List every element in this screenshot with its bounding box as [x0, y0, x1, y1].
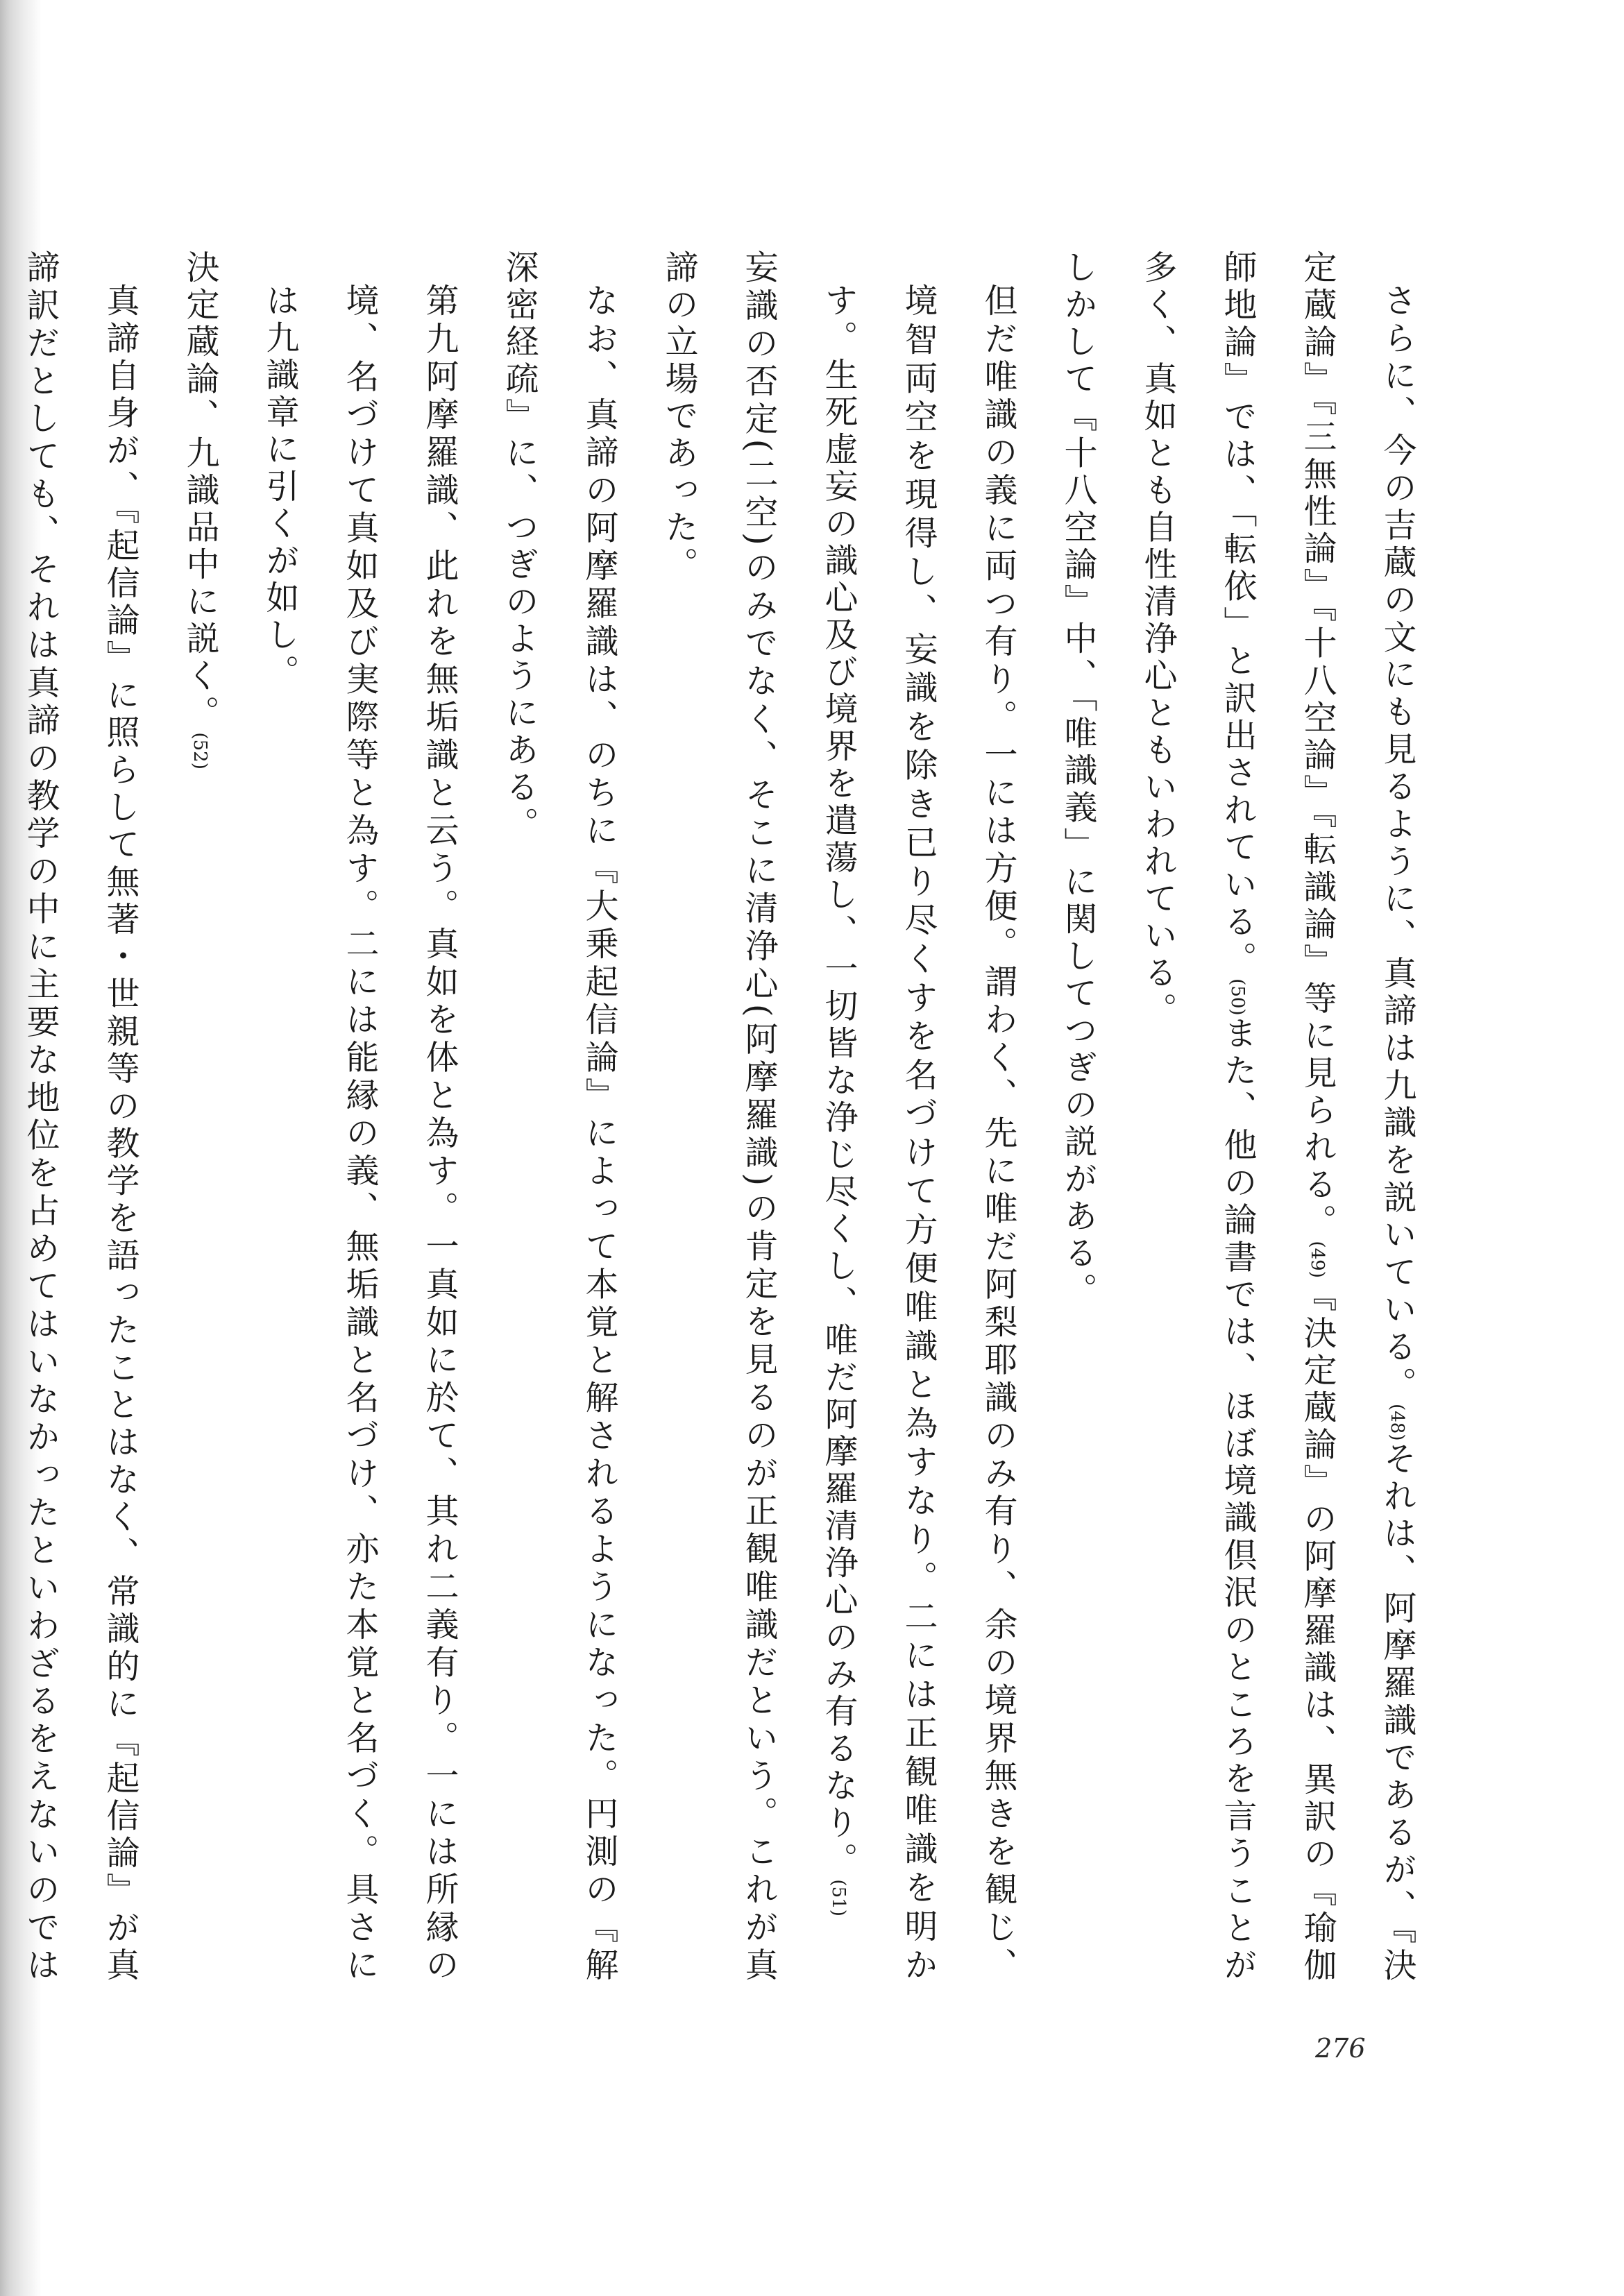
footnote-51: (51) [828, 1879, 849, 1916]
paragraph-3-text: 妄識の否定(二空)のみでなく、そこに清浄心(阿摩羅識)の肯定を見るのが正観唯識だという。これが真諦の立場であった。 [659, 250, 778, 1985]
paragraph-4 [479, 250, 638, 1984]
quote-shibaryu-ron-text: 但だ唯識の義に両つ有り。一には方便。謂わく、先に唯だ阿梨耶識のみ有り、余の境界無きを観じ、境智両空を現得し、妄識を除き已り尽くすを名づけて方便唯識と為すなり。二には正観唯識を明かす。生死虚妄の識心及び境界を遣蕩し、一切皆な浄じ尽くし、唯だ阿摩羅清浄心のみ有るなり。 [819, 283, 1017, 1984]
paragraph-2-intro [1038, 250, 1117, 1984]
quote-enjiki-line-1-text: 第九阿摩羅識、此れを無垢識と云う。真如を体と為す。一真如に於て、其れ二義有り。一には所縁の境、名づけて真如及び実際等と為す。二には能縁の義、無垢識と名づけ、亦た本覚と名づく。具さには九識章に引くが如し。 [260, 283, 459, 1984]
paragraph-4-text: なお、真諦の阿摩羅識は、のちに『大乗起信論』によって本覚と解されるようになった。円測の『解深密経疏』に、つぎのようにある。 [500, 250, 618, 1984]
paragraph-1 [1117, 250, 1437, 1984]
footnote-48: (48) [1387, 1404, 1407, 1441]
paragraph-3 [638, 250, 798, 1984]
paragraph-1-sentence-4: また、他の論書では、ほぼ境識倶泯のところを言うことが多く、真如とも自性清浄心ともいわれている。 [1138, 250, 1257, 1985]
quote-enjiki-line-2-text: 決定蔵論、九識品中に説く。 [180, 250, 219, 733]
paragraph-1-sentence-1: さらに、今の吉蔵の文にも見るように、真諦は九識を説いている。 [1378, 283, 1416, 1404]
footnote-50: (50) [1227, 978, 1248, 1016]
paragraph-1-sentence-3: 『決定蔵論』の阿摩羅識は、異訳の『瑜伽師地論』では、「転依」と訳出されている。 [1218, 250, 1337, 1985]
paragraph-5 [0, 250, 160, 1984]
paragraph-2-intro-text: しかして『十八空論』中、「唯識義」に関してつぎの説がある。 [1058, 250, 1097, 1310]
vertical-text-body [21, 250, 1437, 1985]
paragraph-1-sentence-2: それは、阿摩羅識であるが、『決定蔵論』『三無性論』『十八空論』『転識論』等に見られる。 [1298, 250, 1416, 1985]
quote-enjiki-line-2 [160, 250, 239, 1984]
footnote-49: (49) [1307, 1241, 1328, 1278]
footnote-52: (52) [189, 732, 210, 769]
quote-enjiki-line-1 [239, 250, 479, 1984]
quote-shibaryu-ron [798, 250, 1038, 1984]
paragraph-5-sentence-1: 真諦自身が、『起信論』に照らして無著・世親等の教学を語ったことはなく、常識的に『起信論』が真諦訳だとしても、それは真諦の教学の中に主要な地位を占めてはいなかったといわざるをえないのでは [21, 250, 139, 1984]
page-number: 276 [1315, 2033, 1366, 2064]
